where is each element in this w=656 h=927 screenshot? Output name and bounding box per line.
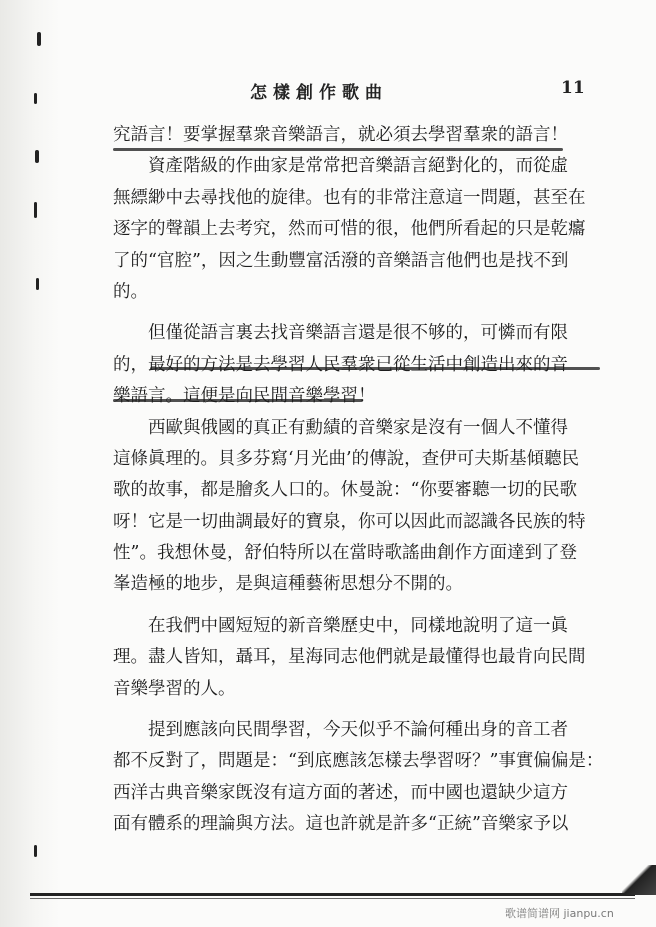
text-line: 音樂學習的人。 [113, 678, 236, 699]
bottom-edge-rule-thin [30, 898, 635, 899]
paragraph-gap [113, 705, 611, 715]
text-line: 了的“官腔”，因之生動豐富活潑的音樂語言他們也是找不到 [113, 250, 569, 271]
margin-mark [36, 278, 39, 290]
text-line: 面有體系的理論與方法。這也許就是許多“正統”音樂家予以 [113, 814, 569, 835]
text-line: 樂語言。這便是向民間音樂學習！ [113, 386, 376, 407]
page-corner-shadow [622, 865, 656, 895]
text-line: 峯造極的地步，是與這種藝術思想分不開的。 [113, 574, 463, 595]
binding-shadow [0, 0, 60, 927]
text-line: 都不反對了，問題是：“到底應該怎樣去學習呀？”事實偏偏是： [113, 751, 604, 772]
margin-mark [34, 93, 37, 104]
text-line: 但僅從語言裏去找音樂語言還是很不够的，可憐而有限 [148, 323, 568, 344]
margin-mark [37, 32, 41, 46]
text-line: 理。盡人皆知，聶耳，星海同志他們就是最懂得也最肯向民間 [113, 647, 586, 668]
text-line: 在我們中國短短的新音樂歷史中，同樣地說明了這一眞 [148, 615, 568, 636]
body-text [113, 120, 611, 841]
margin-mark [34, 202, 37, 218]
margin-mark [35, 150, 39, 163]
site-watermark: 歌谱简谱网 jianpu.cn [505, 907, 614, 920]
text-line: 西歐與俄國的真正有勳績的音樂家是沒有一個人不懂得 [148, 417, 568, 438]
text-line: 無縹緲中去尋找他的旋律。也有的非常注意這一問題，甚至在 [113, 187, 586, 208]
text-line: 歌的故事，都是膾炙人口的。休曼說：“你要審聽一切的民歌 [113, 480, 577, 501]
running-title: 怎樣創作歌曲 [250, 83, 388, 103]
paragraph-gap [113, 601, 611, 611]
text-line: 資產階級的作曲家是常常把音樂語言絕對化的，而從虛 [148, 156, 568, 177]
paragraph-gap [113, 308, 611, 318]
text-line: 西洋古典音樂家旣沒有這方面的著述，而中國也還缺少這方 [113, 782, 568, 803]
text-line: 的，最好的方法是去學習人民羣衆已從生活中創造出來的音 [113, 354, 568, 375]
margin-mark [34, 845, 37, 857]
text-line: 提到應該向民間學習，今天似乎不論何種出身的音工者 [148, 720, 568, 741]
text-line: 呀！它是一切曲調最好的寶泉，你可以因此而認識各民族的特 [113, 511, 586, 532]
text-line: 性”。我想休曼，舒伯特所以在當時歌謠曲創作方面達到了登 [113, 543, 577, 564]
text-line: 的。 [113, 281, 148, 302]
text-line: 這條眞理的。貝多芬寫‘月光曲’的傳說，查伊可夫斯基傾聽民 [113, 448, 580, 469]
text-line: 究語言！要掌握羣衆音樂語言，就必須去學習羣衆的語言！ [113, 125, 568, 145]
page-number: 11 [561, 78, 585, 98]
text-line: 逐字的聲韻上去考究，然而可惜的很，他們所看起的只是乾癟 [113, 219, 586, 240]
bottom-edge-rule [30, 893, 635, 896]
